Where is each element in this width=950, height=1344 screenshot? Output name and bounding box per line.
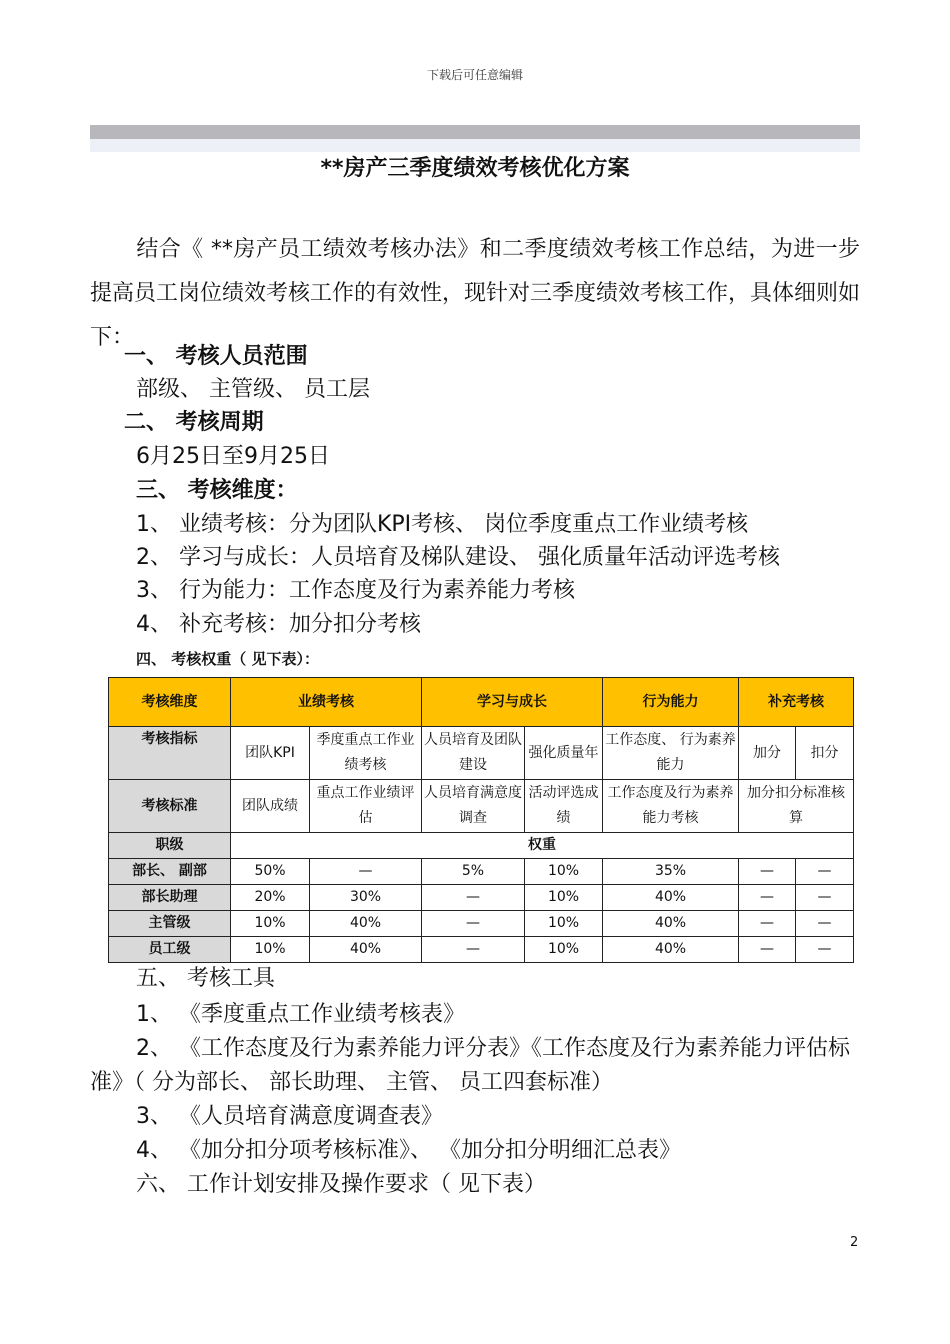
- table-cell: 10%: [525, 937, 603, 963]
- table-cell: —: [739, 859, 796, 885]
- indicator-row: [109, 727, 854, 780]
- section-3-item: 3、 行为能力：工作态度及行为素养能力考核: [136, 578, 575, 603]
- document-title: **房产三季度绩效考核优化方案: [320, 156, 630, 181]
- section-5-heading: 五、 考核工具: [136, 966, 275, 991]
- table-cell: 10%: [231, 937, 310, 963]
- section-2-heading: 二、 考核周期: [124, 410, 264, 435]
- table-cell: 重点工作业绩评估: [310, 780, 422, 833]
- table-cell: 扣分: [796, 727, 854, 780]
- table-cell: 50%: [231, 859, 310, 885]
- table-cell: 工作态度、 行为素养能力: [603, 727, 739, 780]
- row-label: 职级: [109, 833, 231, 859]
- table-cell: 20%: [231, 885, 310, 911]
- table-cell: —: [796, 885, 854, 911]
- table-cell: 40%: [310, 911, 422, 937]
- table-cell: —: [422, 937, 525, 963]
- header-cell: 业绩考核: [231, 678, 422, 727]
- table-row: [109, 859, 854, 885]
- table-cell: 40%: [603, 937, 739, 963]
- table-cell: 工作态度及行为素养能力考核: [603, 780, 739, 833]
- weight-table: [108, 677, 854, 963]
- table-cell: 40%: [310, 937, 422, 963]
- table-cell: —: [422, 885, 525, 911]
- weight-label-cell: 权重: [231, 833, 854, 859]
- header-note: 下载后可任意编辑: [426, 68, 523, 82]
- section-5-item: 2、 《工作态度及行为素养能力评分表》《工作态度及行为素养能力评估标准》（ 分为部长、 部长助理、 主管、 员工四套标准）: [90, 1036, 850, 1095]
- section-6-heading: 六、 工作计划安排及操作要求（ 见下表）: [136, 1172, 546, 1197]
- table-cell: 5%: [422, 859, 525, 885]
- table-cell: —: [796, 937, 854, 963]
- table-cell: 季度重点工作业绩考核: [310, 727, 422, 780]
- table-cell: 40%: [603, 911, 739, 937]
- row-label: 部长助理: [109, 885, 231, 911]
- row-label: 考核标准: [109, 780, 231, 833]
- page-number: 2: [850, 1235, 859, 1250]
- table-cell: 团队KPI: [231, 727, 310, 780]
- table-cell: —: [796, 859, 854, 885]
- table-cell: —: [310, 859, 422, 885]
- table-cell: 活动评选成绩: [525, 780, 603, 833]
- section-3-heading: 三、 考核维度：: [136, 478, 298, 503]
- table-cell: 人员培育及团队建设: [422, 727, 525, 780]
- table-cell: 加分扣分标准核算: [739, 780, 854, 833]
- section-5-item: 4、 《加分扣分项考核标准》、 《加分扣分明细汇总表》: [136, 1138, 681, 1163]
- table-cell: 强化质量年: [525, 727, 603, 780]
- header-cell: 补充考核: [739, 678, 854, 727]
- table-cell: —: [739, 885, 796, 911]
- table-cell: 10%: [525, 911, 603, 937]
- table-cell: —: [739, 937, 796, 963]
- row-label: 考核指标: [109, 727, 231, 780]
- table-cell: 10%: [525, 885, 603, 911]
- section-3-item: 1、 业绩考核：分为团队KPI考核、 岗位季度重点工作业绩考核: [136, 512, 749, 537]
- section-2-body: 6月25日至9月25日: [136, 444, 330, 469]
- table-cell: 35%: [603, 859, 739, 885]
- table-cell: 10%: [525, 859, 603, 885]
- table-cell: 团队成绩: [231, 780, 310, 833]
- section-5-item: 3、 《人员培育满意度调查表》: [136, 1104, 443, 1129]
- table-cell: 40%: [603, 885, 739, 911]
- section-1-heading: 一、 考核人员范围: [124, 344, 308, 369]
- table-row: [109, 911, 854, 937]
- table-cell: 人员培育满意度调查: [422, 780, 525, 833]
- row-label: 主管级: [109, 911, 231, 937]
- standard-row: [109, 780, 854, 833]
- section-3-item: 4、 补充考核：加分扣分考核: [136, 612, 421, 637]
- section-5-item: 1、 《季度重点工作业绩考核表》: [136, 1002, 465, 1027]
- table-cell: —: [422, 911, 525, 937]
- row-label: 部长、 副部: [109, 859, 231, 885]
- header-cell: 考核维度: [109, 678, 231, 727]
- section-1-body: 部级、 主管级、 员工层: [136, 377, 370, 402]
- table-row: [109, 885, 854, 911]
- table-header-row: [109, 678, 854, 727]
- table-cell: 10%: [231, 911, 310, 937]
- table-cell: —: [739, 911, 796, 937]
- grade-weight-row: [109, 833, 854, 859]
- intro-text: 结合《 **房产员工绩效考核办法》和二季度绩效考核工作总结，为进一步提高员工岗位绩效考核工作的有效性，现针对三季度绩效考核工作，具体细则如下：: [90, 237, 861, 350]
- header-cell: 学习与成长: [422, 678, 603, 727]
- table-row: [109, 937, 854, 963]
- section-3-item: 2、 学习与成长：人员培育及梯队建设、 强化质量年活动评选考核: [136, 545, 780, 570]
- table-cell: 加分: [739, 727, 796, 780]
- header-divider-bar: [90, 125, 860, 139]
- table-cell: 30%: [310, 885, 422, 911]
- section-4-heading: 四、 考核权重（ 见下表）：: [136, 650, 319, 668]
- row-label: 员工级: [109, 937, 231, 963]
- table-cell: —: [796, 911, 854, 937]
- header-cell: 行为能力: [603, 678, 739, 727]
